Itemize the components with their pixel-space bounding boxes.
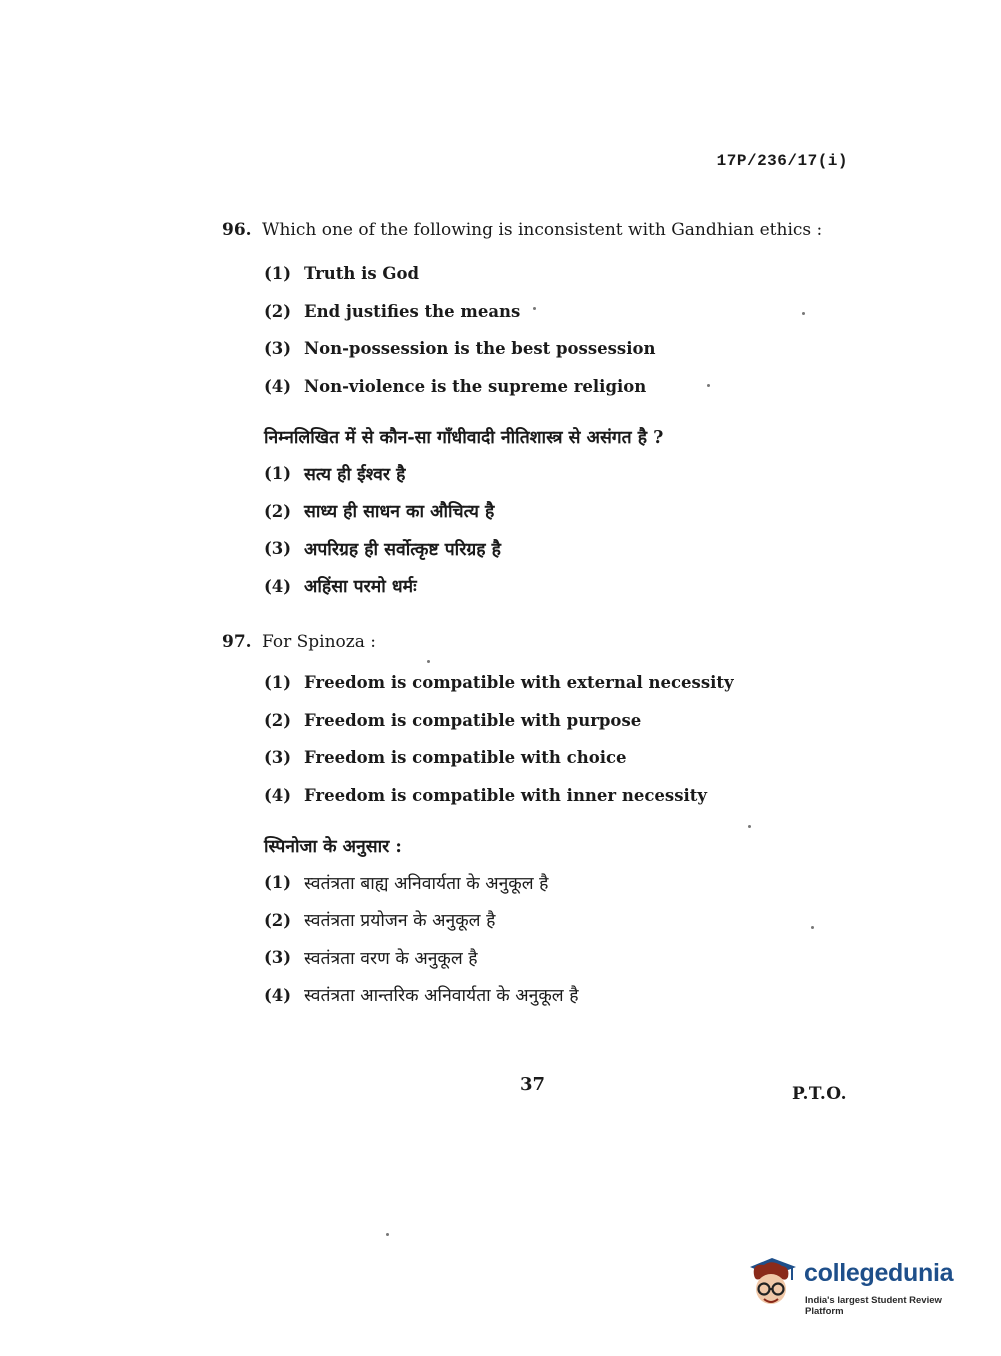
options-english xyxy=(222,255,842,405)
question-96 xyxy=(222,220,842,605)
option-text: Non-possession is the best possession xyxy=(304,339,656,359)
option-text: अपरिग्रह ही सर्वोत्कृष्ट परिग्रह है xyxy=(304,539,501,560)
option-text: स्वतंत्रता आन्तरिक अनिवार्यता के अनुकूल है xyxy=(304,986,579,1007)
question-97 xyxy=(222,632,842,1014)
option-text: Freedom is compatible with external necessity xyxy=(304,673,734,693)
question-text-hindi: स्पिनोजा के अनुसार : xyxy=(264,837,402,857)
logo-wordmark: collegedunia xyxy=(804,1259,954,1287)
option-number: (1) xyxy=(264,464,292,484)
option-text: स्वतंत्रता वरण के अनुकूल है xyxy=(304,948,478,969)
option-number: (2) xyxy=(264,910,292,930)
option-3[interactable] xyxy=(222,330,842,368)
option-text: End justifies the means xyxy=(304,301,521,321)
option-number: (1) xyxy=(264,873,292,893)
options-hindi xyxy=(222,864,842,1014)
option-number: (4) xyxy=(264,985,292,1005)
question-header xyxy=(222,220,842,240)
option-number: (3) xyxy=(264,748,292,768)
option-text: स्वतंत्रता बाह्य अनिवार्यता के अनुकूल है xyxy=(304,873,549,894)
option-text: Non-violence is the supreme religion xyxy=(304,376,647,396)
option-3-hindi[interactable] xyxy=(222,939,842,977)
option-4[interactable] xyxy=(222,777,842,815)
option-1[interactable] xyxy=(222,255,842,293)
option-number: (2) xyxy=(264,501,292,521)
option-text: साध्य ही साधन का औचित्य है xyxy=(304,502,495,523)
pto-label: P.T.O. xyxy=(792,1084,847,1104)
option-text: Freedom is compatible with inner necessity xyxy=(304,785,707,805)
scan-speck xyxy=(707,384,710,387)
option-number: (4) xyxy=(264,785,292,805)
option-number: (1) xyxy=(264,673,292,693)
option-number: (4) xyxy=(264,576,292,596)
option-number: (4) xyxy=(264,376,292,396)
option-3-hindi[interactable] xyxy=(222,530,842,568)
option-2[interactable] xyxy=(222,702,842,740)
option-number: (2) xyxy=(264,710,292,730)
option-text: Freedom is compatible with purpose xyxy=(304,710,642,730)
option-4-hindi[interactable] xyxy=(222,568,842,606)
option-1-hindi[interactable] xyxy=(222,455,842,493)
scan-speck xyxy=(533,307,536,310)
options-hindi xyxy=(222,455,842,605)
option-number: (2) xyxy=(264,301,292,321)
option-1[interactable] xyxy=(222,664,842,702)
question-text-english: Which one of the following is inconsistent with Gandhian ethics : xyxy=(262,220,823,240)
question-text-hindi: निम्नलिखित में से कौन-सा गाँधीवादी नीतिशास्त्र से असंगत है ? xyxy=(264,428,664,448)
scan-speck xyxy=(802,312,805,315)
option-3[interactable] xyxy=(222,739,842,777)
option-4-hindi[interactable] xyxy=(222,977,842,1015)
option-text: Freedom is compatible with choice xyxy=(304,748,627,768)
option-number: (1) xyxy=(264,264,292,284)
option-text: Truth is God xyxy=(304,264,420,284)
option-text: अहिंसा परमो धर्मः xyxy=(304,577,417,598)
option-text: स्वतंत्रता प्रयोजन के अनुकूल है xyxy=(304,911,496,932)
question-header xyxy=(222,632,842,652)
page-number: 37 xyxy=(520,1074,546,1095)
option-number: (3) xyxy=(264,339,292,359)
option-text: सत्य ही ईश्वर है xyxy=(304,464,406,485)
paper-code: 17P/236/17(i) xyxy=(716,152,848,170)
option-number: (3) xyxy=(264,539,292,559)
logo-tagline: India's largest Student Review Platform xyxy=(805,1295,942,1317)
option-4[interactable] xyxy=(222,368,842,406)
question-number: 97. xyxy=(222,632,252,652)
collegedunia-student-mascot-icon xyxy=(742,1253,802,1313)
question-number: 96. xyxy=(222,220,252,240)
scan-speck xyxy=(386,1233,389,1236)
options-english xyxy=(222,664,842,814)
collegedunia-logo xyxy=(742,1253,972,1315)
scan-speck xyxy=(748,825,751,828)
scan-speck xyxy=(811,926,814,929)
option-2-hindi[interactable] xyxy=(222,902,842,940)
option-number: (3) xyxy=(264,948,292,968)
scan-speck xyxy=(427,660,430,663)
option-2[interactable] xyxy=(222,293,842,331)
option-1-hindi[interactable] xyxy=(222,864,842,902)
option-2-hindi[interactable] xyxy=(222,493,842,531)
question-text-english: For Spinoza : xyxy=(262,632,377,652)
